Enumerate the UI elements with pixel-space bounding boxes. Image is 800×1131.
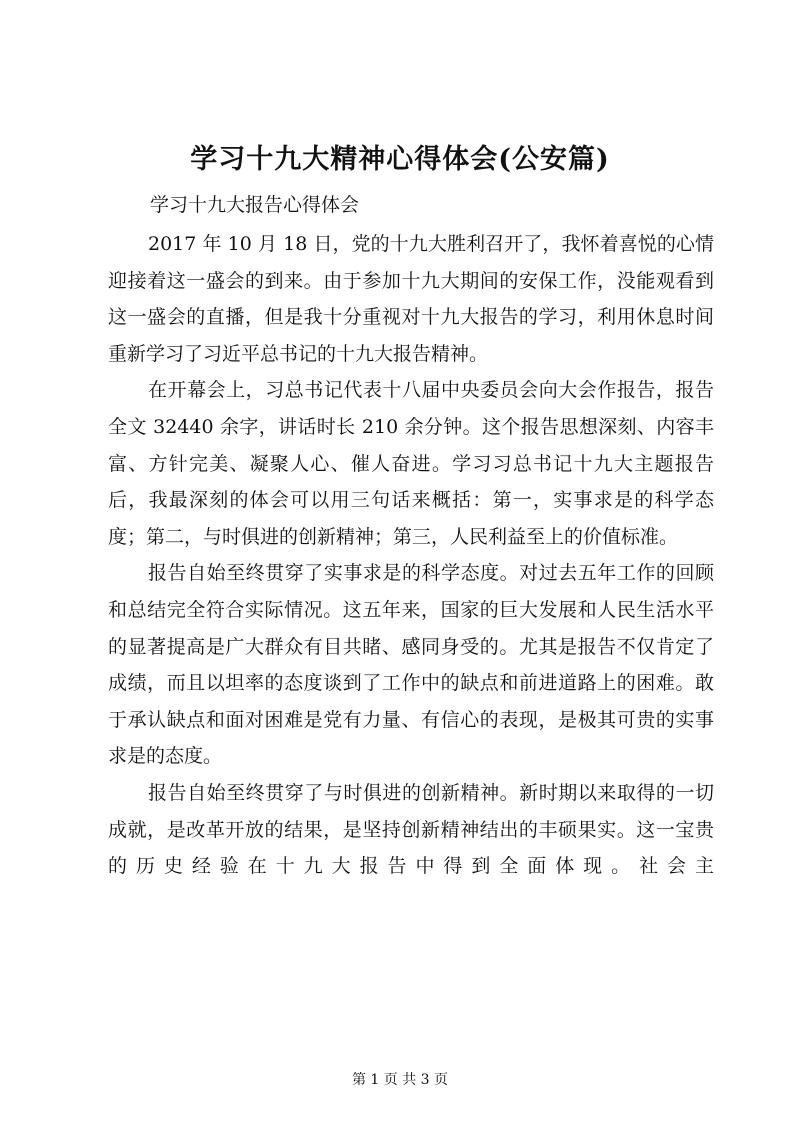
paragraph-3: 报告自始至终贯穿了实事求是的科学态度。对过去五年工作的回顾和总结完全符合实际情况。这五年来，国家的巨大发展和人民生活水平的显著提高是广大群众有目共睹、感同身受的。尤其是报告不仅肯定了成绩，而且以坦率的态度谈到了工作中的缺点和前进道路上的困难。敢于承认缺点和面对困难是党有力量、有信心的表现，是极其可贵的实事求是的态度。 (108, 562, 714, 768)
paragraph-2: 在开幕会上，习总书记代表十八届中央委员会向大会作报告，报告全文 32440 余字，讲话时长 210 余分钟。这个报告思想深刻、内容丰富、方针完美、凝聚人心、催人奋进。学习习总书记十九大主题报告后，我最深刻的体会可以用三句话来概括：第一，实事求是的科学态度；第二，与时俱进的创新精神；第三，人民利益至上的价值标准。 (108, 379, 714, 548)
document-subtitle: 学习十九大报告心得体会 (150, 194, 360, 216)
paragraph-4: 报告自始至终贯穿了与时俱进的创新精神。新时期以来取得的一切成就，是改革开放的结果，是坚持创新精神结出的丰硕果实。这一宝贵的历史经验在十九大报告中得到全面体现。社会主 (108, 781, 714, 878)
paragraph-1: 2017 年 10 月 18 日，党的十九大胜利召开了，我怀着喜悦的心情迎接着这一盛会的到来。由于参加十九大期间的安保工作，没能观看到这一盛会的直播，但是我十分重视对十九大报告的学习，利用休息时间重新学习了习近平总书记的十九大报告精神。 (108, 233, 714, 365)
document-title: 学习十九大精神心得体会(公安篇) (190, 144, 610, 175)
page-number-footer: 第 1 页 共 3 页 (351, 1072, 449, 1088)
document-body (108, 226, 714, 885)
